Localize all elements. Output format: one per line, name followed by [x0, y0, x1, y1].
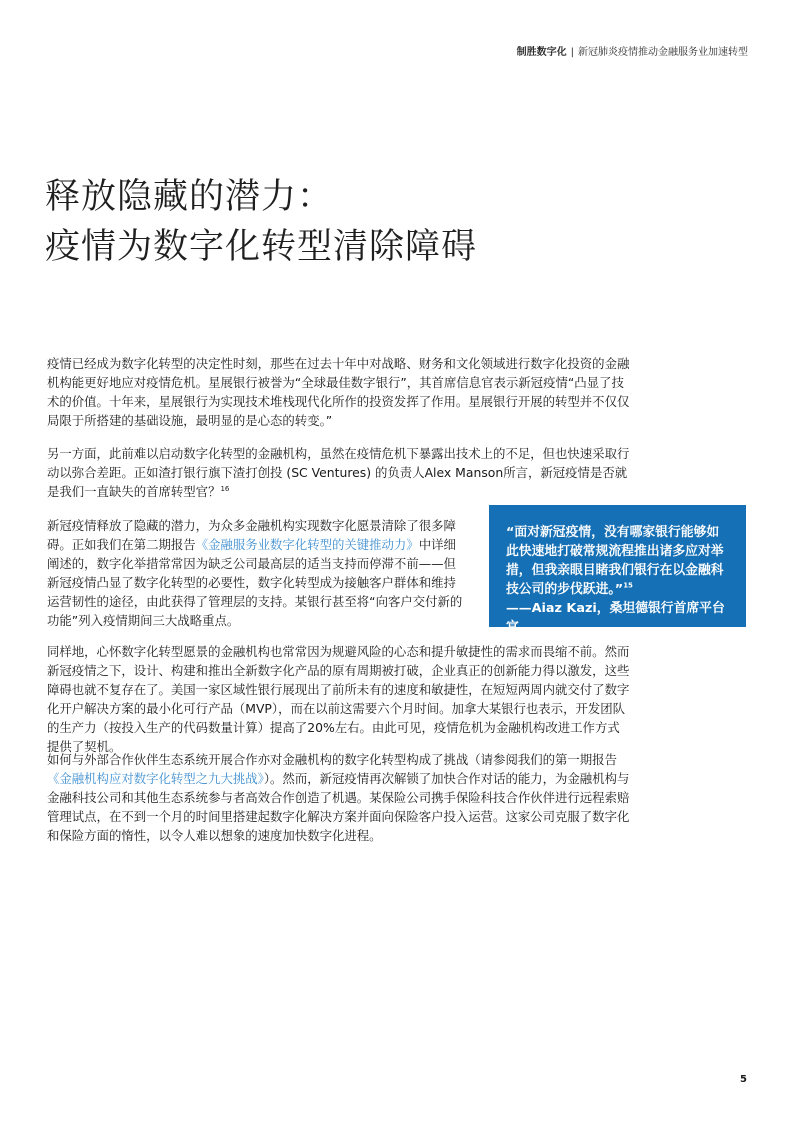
paragraph-1: 疫情已经成为数字化转型的决定性时刻，那些在过去十年中对战略、财务和文化领域进行数字化投资的金融机构能更好地应对疫情危机。星展银行被誉为“全球最佳数字银行”，其首席信息官表示新冠疫情“凸显了技术的价值。十年来，星展银行为实现技术堆栈现代化所作的投资发挥了作用。星展银行开展的转型并不仅仅局限于所搭建的基础设施，最明显的是心态的转变。”: [47, 356, 630, 428]
paragraph-3: [47, 516, 467, 630]
running-header: [517, 43, 748, 58]
page-number: 5: [740, 1074, 747, 1085]
paragraph-2-text: 另一方面，此前难以启动数字化转型的金融机构，虽然在疫情危机下暴露出技术上的不足，但也快速采取行动以弥合差距。正如渣打银行旗下渣打创投 (SC Ventures) 的负责人Alex Manson所言，新冠疫情是否就是我们一直缺失的首席转型官？: [47, 446, 630, 499]
report-link-2[interactable]: 《金融服务业数字化转型的关键推动力》: [195, 537, 419, 552]
paragraph-3-before: 新冠疫情释放了隐藏的潜力，为众多金融机构实现数字化愿景清除了很多障碍。正如我们在第二期报告: [47, 518, 456, 552]
page-title-line1: 释放隐藏的潜力：: [45, 177, 334, 217]
pull-quote: [489, 505, 746, 635]
paragraph-3-after: 中详细阐述的，数字化举措常常因为缺乏公司最高层的适当支持而停滞不前——但新冠疫情凸显了数字化转型的必要性，数字化转型成为接触客户群体和维持运营韧性的途径，由此获得了管理层的支持。某银行甚至将“向客户交付新的功能”列入疫情期间三大战略重点。: [47, 537, 463, 628]
paragraph-5-before: 如何与外部合作伙伴生态系统开展合作亦对金融机构的数字化转型构成了挑战（请参阅我们的第一期报告: [47, 752, 617, 767]
page-title: [45, 172, 477, 272]
header-separator: |: [570, 47, 574, 58]
paragraph-5-after: ）。然而，新冠疫情再次解锁了加快合作对话的能力，为金融机构与金融科技公司和其他生态系统参与者高效合作创造了机遇。某保险公司携手保险科技合作伙伴进行远程索赔管理试点，在不到一个月的时间里搭建起数字化解决方案并面向保险客户投入运营。这家公司克服了数字化和保险方面的惰性，以令人难以想象的速度加快数字化进程。: [47, 771, 630, 843]
paragraph-2: [47, 444, 632, 501]
paragraph-5: [47, 750, 632, 845]
footnote-ref-16[interactable]: 16: [220, 484, 230, 493]
footnote-ref-15[interactable]: 15: [623, 581, 633, 590]
quote-attribution: ——Aiaz Kazi，桑坦德银行首席平台官: [506, 601, 725, 635]
page-title-line2: 疫情为数字化转型清除障碍: [45, 227, 478, 267]
header-subtitle: 新冠肺炎疫情推动金融服务业加速转型: [578, 47, 748, 58]
report-link-1[interactable]: 《金融机构应对数字化转型之九大挑战》: [47, 771, 264, 786]
header-brand: 制胜数字化: [516, 47, 567, 58]
quote-text: “面对新冠疫情，没有哪家银行能够如此快速地打破常规流程推出诸多应对举措，但我亲眼目睹我们银行在以金融科技公司的步伐跃进。”: [506, 525, 724, 597]
paragraph-4: 同样地，心怀数字化转型愿景的金融机构也常常因为规避风险的心态和提升敏捷性的需求而畏缩不前。然而新冠疫情之下，设计、构建和推出全新数字化产品的原有周期被打破，企业真正的创新能力得以激发，这些障碍也就不复存在了。美国一家区域性银行展现出了前所未有的速度和敏捷性，在短短两周内就交付了数字化开户解决方案的最小化可行产品（MVP），而在以前这需要六个月时间。加拿大某银行也表示，开发团队的生产力（按投入生产的代码数量计算）提高了20%左右。由此可见，疫情危机为金融机构改进工作方式提供了契机。: [47, 644, 630, 754]
